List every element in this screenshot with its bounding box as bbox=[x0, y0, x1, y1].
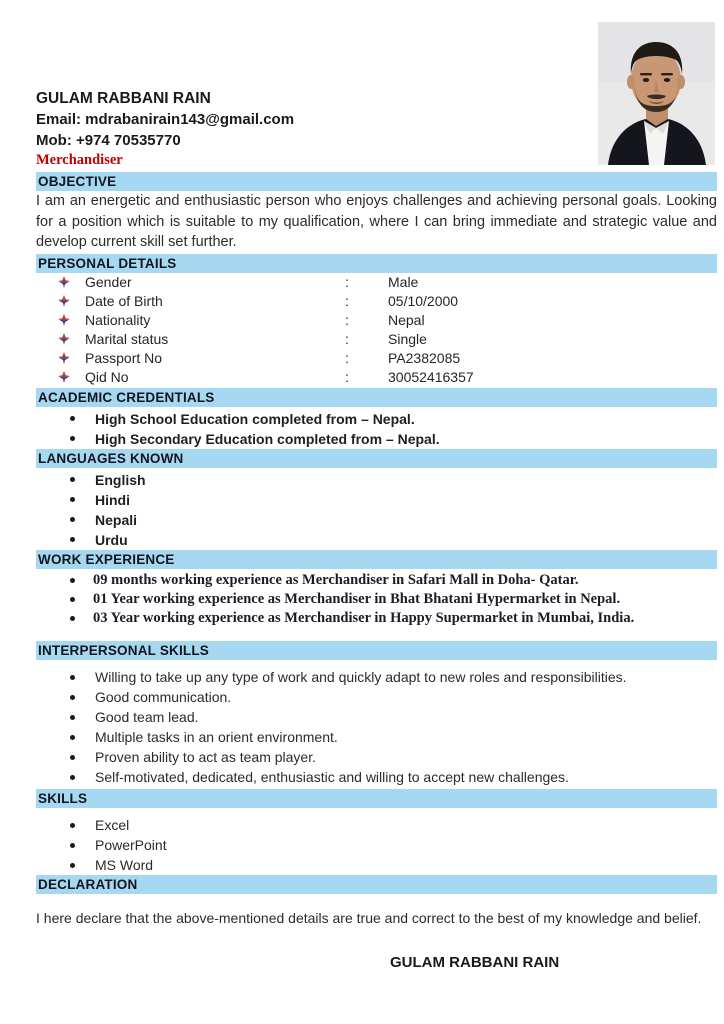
bullet-dot-icon bbox=[70, 597, 75, 602]
section-header-languages: LANGUAGES KNOWN bbox=[36, 449, 717, 468]
language-item: Nepali bbox=[95, 511, 138, 528]
detail-label: Marital status bbox=[85, 331, 169, 347]
bullet-dot-icon bbox=[70, 497, 75, 502]
bullet-dot-icon bbox=[70, 416, 75, 421]
list-item bbox=[36, 510, 717, 530]
section-header-academic: ACADEMIC CREDENTIALS bbox=[36, 388, 717, 407]
list-item bbox=[36, 530, 717, 550]
detail-separator: : bbox=[345, 350, 349, 366]
detail-separator: : bbox=[345, 331, 349, 347]
academic-list bbox=[36, 409, 717, 449]
interpersonal-item: Good team lead. bbox=[95, 709, 199, 726]
detail-label: Date of Birth bbox=[85, 293, 163, 309]
mobile-line: Mob: +974 70535770 bbox=[36, 132, 181, 149]
arrow-bullet-icon bbox=[58, 276, 70, 288]
interpersonal-item: Good communication. bbox=[95, 689, 232, 706]
arrow-bullet-icon bbox=[58, 333, 70, 345]
list-item bbox=[36, 667, 717, 687]
list-item bbox=[36, 855, 717, 875]
languages-list bbox=[36, 470, 717, 550]
bullet-dot-icon bbox=[70, 436, 75, 441]
interpersonal-item: Willing to take up any type of work and quickly adapt to new roles and responsibilities. bbox=[95, 669, 627, 686]
language-item: English bbox=[95, 471, 146, 488]
job-title: Merchandiser bbox=[36, 152, 123, 168]
list-item bbox=[36, 747, 717, 767]
bullet-dot-icon bbox=[70, 675, 75, 680]
arrow-bullet-icon bbox=[58, 352, 70, 364]
list-item bbox=[36, 429, 717, 449]
academic-item: High School Education completed from – Nepal. bbox=[95, 410, 415, 427]
bullet-dot-icon bbox=[70, 537, 75, 542]
personal-details-list bbox=[36, 273, 717, 387]
detail-row bbox=[36, 349, 717, 368]
bullet-dot-icon bbox=[70, 863, 75, 868]
arrow-bullet-icon bbox=[58, 295, 70, 307]
bullet-dot-icon bbox=[70, 775, 75, 780]
interpersonal-item: Multiple tasks in an orient environment. bbox=[95, 729, 338, 746]
declaration-text: I here declare that the above-mentioned details are true and correct to the best of my knowledge and belief. bbox=[36, 910, 702, 927]
section-header-skills: SKILLS bbox=[36, 789, 717, 808]
bullet-dot-icon bbox=[70, 843, 75, 848]
portrait-photo bbox=[598, 22, 715, 165]
detail-label: Passport No bbox=[85, 350, 163, 366]
objective-text: I am an energetic and enthusiastic person who enjoys challenges and achieving personal goals. Looking for a position which is suitable to my qualification, where I can bring immediate and strategic value and develop current skill set further. bbox=[36, 193, 717, 250]
bullet-dot-icon bbox=[70, 616, 75, 621]
list-item bbox=[36, 687, 717, 707]
signature-name: GULAM RABBANI RAIN bbox=[390, 954, 560, 972]
detail-label: Qid No bbox=[85, 369, 129, 385]
bullet-dot-icon bbox=[70, 735, 75, 740]
bullet-dot-icon bbox=[70, 578, 75, 583]
bullet-dot-icon bbox=[70, 755, 75, 760]
arrow-bullet-icon bbox=[58, 314, 70, 326]
detail-label: Nationality bbox=[85, 312, 151, 328]
list-item bbox=[36, 727, 717, 747]
work-experience-item: 09 months working experience as Merchandiser in Safari Mall in Doha- Qatar. bbox=[93, 571, 579, 588]
list-item bbox=[36, 815, 717, 835]
interpersonal-item: Self-motivated, dedicated, enthusiastic and willing to accept new challenges. bbox=[95, 769, 569, 786]
detail-separator: : bbox=[345, 369, 349, 385]
detail-value: Male bbox=[388, 274, 419, 290]
arrow-bullet-icon bbox=[58, 371, 70, 383]
bullet-dot-icon bbox=[70, 477, 75, 482]
list-item bbox=[36, 470, 717, 490]
detail-separator: : bbox=[345, 293, 349, 309]
bullet-dot-icon bbox=[70, 517, 75, 522]
section-header-interpersonal: INTERPERSONAL SKILLS bbox=[36, 641, 717, 660]
detail-value: PA2382085 bbox=[388, 350, 461, 366]
interpersonal-item: Proven ability to act as team player. bbox=[95, 749, 316, 766]
detail-label: Gender bbox=[85, 274, 132, 290]
language-item: Hindi bbox=[95, 491, 130, 508]
detail-value: 05/10/2000 bbox=[388, 293, 459, 309]
work-experience-item: 01 Year working experience as Merchandiser in Bhat Bhatani Hypermarket in Nepal. bbox=[93, 590, 621, 607]
detail-separator: : bbox=[345, 312, 349, 328]
list-item bbox=[36, 490, 717, 510]
bullet-dot-icon bbox=[70, 823, 75, 828]
candidate-name: GULAM RABBANI RAIN bbox=[36, 90, 211, 107]
list-item bbox=[36, 571, 717, 590]
detail-value: Single bbox=[388, 331, 427, 347]
list-item bbox=[36, 409, 717, 429]
work-experience-item: 03 Year working experience as Merchandiser in Happy Supermarket in Mumbai, India. bbox=[93, 610, 635, 627]
list-item bbox=[36, 609, 717, 628]
section-header-personal-details: PERSONAL DETAILS bbox=[36, 254, 717, 273]
skill-item: PowerPoint bbox=[95, 837, 167, 854]
list-item bbox=[36, 835, 717, 855]
section-header-declaration: DECLARATION bbox=[36, 875, 717, 894]
skills-list bbox=[36, 815, 717, 875]
detail-row bbox=[36, 292, 717, 311]
skill-item: MS Word bbox=[95, 857, 154, 874]
detail-row bbox=[36, 330, 717, 349]
bullet-dot-icon bbox=[70, 695, 75, 700]
list-item bbox=[36, 707, 717, 727]
detail-value: Nepal bbox=[388, 312, 425, 328]
email-line: Email: mdrabanirain143@gmail.com bbox=[36, 111, 295, 128]
detail-row bbox=[36, 368, 717, 387]
detail-separator: : bbox=[345, 274, 349, 290]
detail-row bbox=[36, 311, 717, 330]
section-header-work-experience: WORK EXPERIENCE bbox=[36, 550, 717, 569]
interpersonal-list bbox=[36, 667, 717, 787]
academic-item: High Secondary Education completed from – Nepal. bbox=[95, 430, 440, 447]
list-item bbox=[36, 767, 717, 787]
language-item: Urdu bbox=[95, 531, 128, 548]
list-item bbox=[36, 590, 717, 609]
section-header-objective: OBJECTIVE bbox=[36, 172, 717, 191]
bullet-dot-icon bbox=[70, 715, 75, 720]
work-experience-list bbox=[36, 571, 717, 629]
detail-value: 30052416357 bbox=[388, 369, 474, 385]
detail-row bbox=[36, 273, 717, 292]
skill-item: Excel bbox=[95, 817, 130, 834]
